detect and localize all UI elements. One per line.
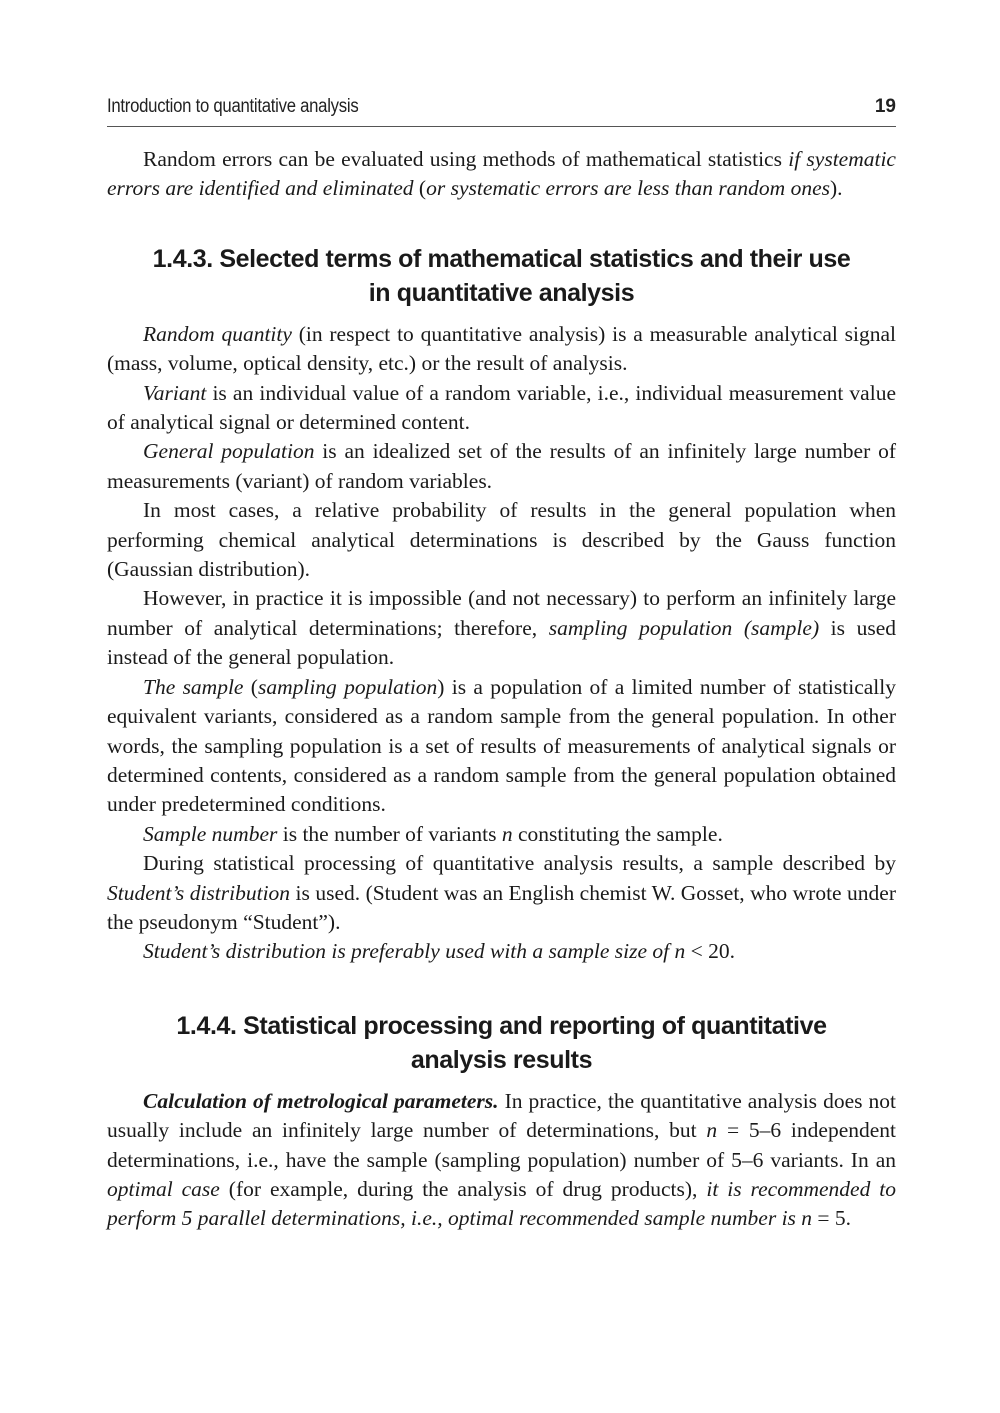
definition-general-population: General population is an idealized set of the results of an infinitely large number of measurements (variant) of random variables.	[107, 439, 896, 493]
page-body	[107, 145, 896, 1234]
however-paragraph: However, in practice it is impossible (and not necessary) to perform an infinitely large number of analytical determinations; therefore, sampling population (sample) is used instead of the general population.	[107, 586, 897, 670]
section-heading-1-4-3: 1.4.3. Selected terms of mathematical statistics and their use in quantitative analysis	[152, 244, 851, 307]
definition-sample: The sample (sampling population) is a population of a limited number of statistically equivalent variants, considered as a random sample from the general population. In other words, the sampling population is a set of results of measurements of analytical signals or determined contents, considered as a random sample from the general population obtained under predetermined conditions.	[107, 674, 896, 817]
intro-paragraph: Random errors can be evaluated using methods of mathematical statistics if systematic errors are identified and eliminated (or systematic errors are less than random ones).	[107, 147, 896, 201]
student-note: Student’s distribution is preferably used with a sample size of n < 20.	[143, 939, 736, 964]
running-header	[107, 96, 896, 127]
running-title: Introduction to quantitative analysis	[107, 96, 359, 117]
section-heading-1-4-4: 1.4.4. Statistical processing and reporting of quantitative analysis results	[176, 1011, 827, 1074]
student-paragraph: During statistical processing of quantitative analysis results, a sample described by Student’s distribution is used. (Student was an English chemist W. Gosset, who wrote under the pseudonym “Student”).	[107, 851, 896, 934]
definition-variant: Variant is an individual value of a random variable, i.e., individual measurement value of analytical signal or determined content.	[107, 380, 896, 435]
calculation-paragraph: Calculation of metrological parameters. In practice, the quantitative analysis does not usually include an infinitely large number of determinations, but n = 5–6 independent determinations, i.e., have the sample (sampling population) number of 5–6 variants. In an optimal case (for example, during the analysis of drug products), it is recommended to perform 5 parallel determinations, i.e., optimal recommended sample number is n = 5.	[107, 1088, 896, 1231]
definition-sample-number: Sample number is the number of variants n constituting the sample.	[143, 821, 723, 846]
page-number: 19	[874, 96, 896, 117]
definition-random-quantity: Random quantity (in respect to quantitative analysis) is a measurable analytical signal (mass, volume, optical density, etc.) or the result of analysis.	[107, 321, 896, 376]
gauss-paragraph: In most cases, a relative probability of results in the general population when performing chemical analytical determinations is described by the Gauss function (Gaussian distribution).	[107, 498, 896, 582]
